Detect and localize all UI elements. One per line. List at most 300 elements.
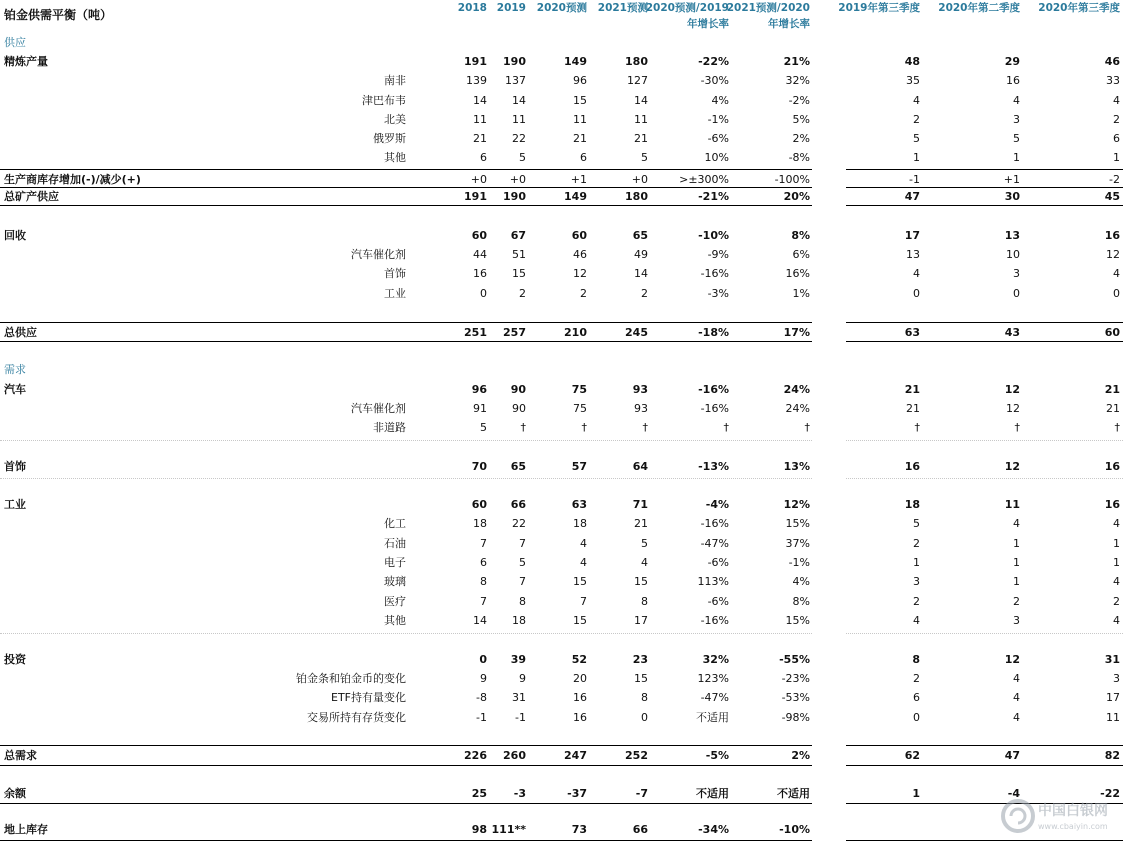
table-cell: 3 xyxy=(913,575,920,588)
row-divider xyxy=(846,205,1123,206)
table-cell: 2 xyxy=(1013,595,1020,608)
table-cell: 4 xyxy=(913,94,920,107)
table-cell: 4 xyxy=(913,614,920,627)
table-cell: 91 xyxy=(473,402,487,415)
table-cell: 32% xyxy=(702,653,729,666)
table-cell: +1 xyxy=(1003,173,1020,186)
row-label: 汽车催化剂 xyxy=(351,248,406,261)
table-cell: 0 xyxy=(641,711,648,724)
table-cell: 5 xyxy=(1013,132,1020,145)
column-header: 2020年第三季度 xyxy=(1038,2,1120,14)
row-label: 回收 xyxy=(4,229,26,242)
table-cell: 1 xyxy=(1113,556,1120,569)
table-cell: 30 xyxy=(1004,190,1020,203)
table-cell: 1 xyxy=(1013,575,1020,588)
table-cell: 252 xyxy=(625,749,648,762)
row-divider xyxy=(0,803,812,804)
table-cell: 44 xyxy=(473,248,487,261)
row-label: 汽车 xyxy=(4,383,26,396)
table-cell: 5 xyxy=(519,556,526,569)
table-cell: 1 xyxy=(1113,537,1120,550)
table-cell: 35 xyxy=(906,74,920,87)
table-cell: 5 xyxy=(913,517,920,530)
table-cell: 3 xyxy=(1013,614,1020,627)
table-cell: -8% xyxy=(788,151,810,164)
table-cell: 9 xyxy=(480,672,487,685)
table-cell: 16 xyxy=(573,711,587,724)
table-cell: 5 xyxy=(641,537,648,550)
table-cell: 4 xyxy=(1113,267,1120,280)
table-cell: 11 xyxy=(512,113,526,126)
column-header: 2020年第二季度 xyxy=(938,2,1020,14)
table-cell: 4 xyxy=(1113,517,1120,530)
table-cell: 15 xyxy=(634,575,648,588)
table-cell: 8% xyxy=(791,229,810,242)
table-cell: 15 xyxy=(573,94,587,107)
table-cell: 22 xyxy=(512,517,526,530)
column-header: 2018 xyxy=(457,2,487,14)
table-cell: 18 xyxy=(904,498,920,511)
table-cell: 127 xyxy=(627,74,648,87)
table-cell: 6 xyxy=(480,151,487,164)
table-cell: 180 xyxy=(625,190,648,203)
table-cell: 0 xyxy=(480,287,487,300)
table-cell: 4 xyxy=(1013,711,1020,724)
row-label: 铂金条和铂金币的变化 xyxy=(296,672,406,685)
table-cell: 1 xyxy=(1013,151,1020,164)
table-cell: 21% xyxy=(783,55,810,68)
column-header: 2021预测 xyxy=(597,2,648,14)
table-cell: 47 xyxy=(1004,749,1020,762)
table-cell: 65 xyxy=(510,460,526,473)
table-cell: 0 xyxy=(913,711,920,724)
table-cell: 43 xyxy=(1004,326,1020,339)
table-cell: 60 xyxy=(471,498,487,511)
table-cell: 16 xyxy=(1104,229,1120,242)
row-label: 汽车催化剂 xyxy=(351,402,406,415)
table-cell: 2 xyxy=(519,287,526,300)
row-divider xyxy=(846,322,1123,323)
table-cell: 0 xyxy=(1113,287,1120,300)
table-cell: -9% xyxy=(707,248,729,261)
table-cell: -16% xyxy=(700,517,729,530)
table-cell: -8 xyxy=(476,691,487,704)
table-cell: -34% xyxy=(698,823,729,836)
table-cell: -16% xyxy=(700,402,729,415)
table-cell: 63 xyxy=(571,498,587,511)
row-divider xyxy=(0,169,812,170)
table-cell: 251 xyxy=(464,326,487,339)
table-cell: 14 xyxy=(473,614,487,627)
table-cell: 14 xyxy=(512,94,526,107)
table-cell: 3 xyxy=(1113,672,1120,685)
table-cell: 29 xyxy=(1004,55,1020,68)
table-cell: -1 xyxy=(909,173,920,186)
row-divider xyxy=(846,840,1123,841)
table-cell: 20% xyxy=(783,190,810,203)
row-divider xyxy=(0,745,812,746)
table-cell: -18% xyxy=(698,326,729,339)
table-cell: 17 xyxy=(1106,691,1120,704)
table-cell: 4 xyxy=(1013,691,1020,704)
table-cell: † xyxy=(723,421,729,434)
row-divider xyxy=(0,322,812,323)
table-cell: -1 xyxy=(476,711,487,724)
table-cell: 93 xyxy=(634,402,648,415)
table-cell: 15 xyxy=(512,267,526,280)
table-cell: 52 xyxy=(571,653,587,666)
table-cell: 47 xyxy=(904,190,920,203)
table-cell: 11 xyxy=(634,113,648,126)
table-cell: 18 xyxy=(473,517,487,530)
row-divider-dotted xyxy=(0,633,812,634)
table-cell: 149 xyxy=(564,190,587,203)
table-cell: 0 xyxy=(913,287,920,300)
table-cell: 13 xyxy=(1004,229,1020,242)
table-cell: 2 xyxy=(1113,595,1120,608)
table-cell: 13 xyxy=(906,248,920,261)
table-cell: † xyxy=(1114,421,1120,434)
row-label: 其他 xyxy=(384,151,406,164)
table-cell: 4 xyxy=(1113,575,1120,588)
table-cell: 17% xyxy=(783,326,810,339)
table-cell: 15% xyxy=(785,517,810,530)
table-cell: 82 xyxy=(1104,749,1120,762)
row-label: 交易所持有存货变化 xyxy=(307,711,406,724)
table-cell: 12 xyxy=(573,267,587,280)
table-cell: 22 xyxy=(512,132,526,145)
table-cell: 9 xyxy=(519,672,526,685)
table-cell: 1% xyxy=(792,287,810,300)
row-label: 余额 xyxy=(4,787,26,800)
table-cell: 13% xyxy=(783,460,810,473)
row-divider-dotted xyxy=(0,440,812,441)
table-cell: 33 xyxy=(1106,74,1120,87)
table-cell: 70 xyxy=(471,460,487,473)
table-cell: 4 xyxy=(580,556,587,569)
table-cell: 2% xyxy=(792,132,810,145)
table-cell: 96 xyxy=(573,74,587,87)
table-cell: -3% xyxy=(707,287,729,300)
table-cell: 62 xyxy=(904,749,920,762)
table-cell: -10% xyxy=(779,823,810,836)
table-cell: 32% xyxy=(785,74,810,87)
table-cell: 137 xyxy=(505,74,526,87)
row-label: 生产商库存增加(-)/减少(+) xyxy=(4,173,141,186)
table-cell: -16% xyxy=(700,267,729,280)
table-cell: 247 xyxy=(564,749,587,762)
table-cell: 4% xyxy=(792,575,810,588)
row-label: 医疗 xyxy=(384,595,406,608)
row-label: 精炼产量 xyxy=(4,55,48,68)
table-cell: 5 xyxy=(641,151,648,164)
row-divider xyxy=(846,169,1123,170)
watermark-url: www.cbaiyin.com xyxy=(1038,822,1108,831)
table-cell: 7 xyxy=(580,595,587,608)
table-cell: -22 xyxy=(1100,787,1120,800)
table-cell: 2 xyxy=(913,595,920,608)
table-cell: 16 xyxy=(904,460,920,473)
table-cell: -98% xyxy=(781,711,810,724)
table-cell: 12 xyxy=(1004,383,1020,396)
table-cell: -16% xyxy=(700,614,729,627)
table-cell: 16 xyxy=(1104,498,1120,511)
table-cell: 2 xyxy=(913,672,920,685)
row-label: 电子 xyxy=(384,556,406,569)
table-cell: 15 xyxy=(573,614,587,627)
table-cell: 15 xyxy=(573,575,587,588)
table-cell: 14 xyxy=(634,267,648,280)
table-cell: 21 xyxy=(906,402,920,415)
table-cell: -1% xyxy=(788,556,810,569)
table-cell: 2 xyxy=(641,287,648,300)
column-header: 年增长率 xyxy=(768,18,810,30)
table-cell: 17 xyxy=(904,229,920,242)
table-cell: 260 xyxy=(503,749,526,762)
column-header: 2020预测 xyxy=(536,2,587,14)
table-cell: 25 xyxy=(471,787,487,800)
row-label: 南非 xyxy=(384,74,406,87)
table-cell: 14 xyxy=(634,94,648,107)
table-cell: 75 xyxy=(573,402,587,415)
table-cell: 6% xyxy=(792,248,810,261)
row-label: 需求 xyxy=(4,363,26,376)
row-divider-dotted xyxy=(0,478,812,479)
row-divider xyxy=(0,765,812,766)
table-cell: 7 xyxy=(480,595,487,608)
table-cell: 1 xyxy=(913,556,920,569)
row-divider xyxy=(846,187,1123,188)
table-cell: -37 xyxy=(567,787,587,800)
table-cell: 1 xyxy=(1113,151,1120,164)
row-divider xyxy=(0,187,812,188)
row-label: 非道路 xyxy=(373,421,406,434)
table-cell: 10% xyxy=(704,151,729,164)
table-cell: 12% xyxy=(783,498,810,511)
table-cell: 4 xyxy=(1013,517,1020,530)
table-cell: 5% xyxy=(792,113,810,126)
row-divider xyxy=(846,341,1123,342)
row-label: 石油 xyxy=(384,537,406,550)
table-cell: 11 xyxy=(1004,498,1020,511)
row-label: 津巴布韦 xyxy=(362,94,406,107)
table-cell: 60 xyxy=(1104,326,1120,339)
table-cell: -22% xyxy=(698,55,729,68)
table-cell: -47% xyxy=(700,537,729,550)
table-cell: 31 xyxy=(1104,653,1120,666)
table-cell: 190 xyxy=(503,190,526,203)
table-cell: >±300% xyxy=(679,173,729,186)
table-cell: 不适用 xyxy=(696,787,729,800)
table-cell: 191 xyxy=(464,55,487,68)
table-cell: +0 xyxy=(631,173,648,186)
table-cell: 63 xyxy=(904,326,920,339)
table-cell: -6% xyxy=(707,556,729,569)
table-cell: 16 xyxy=(1006,74,1020,87)
table-cell: 不适用 xyxy=(696,711,729,724)
column-header: 2019年第三季度 xyxy=(838,2,920,14)
watermark-text: 中国白银网 xyxy=(1038,803,1108,819)
table-cell: 5 xyxy=(480,421,487,434)
table-cell: -100% xyxy=(774,173,810,186)
table-cell: 46 xyxy=(1104,55,1120,68)
table-cell: -6% xyxy=(707,132,729,145)
table-cell: 21 xyxy=(1106,402,1120,415)
table-cell: 75 xyxy=(571,383,587,396)
column-header: 2020预测/2019 xyxy=(645,2,729,14)
silver-network-logo-icon xyxy=(1000,796,1125,836)
row-divider xyxy=(0,840,812,841)
table-cell: 67 xyxy=(510,229,526,242)
column-header: 2021预测/2020 xyxy=(726,2,810,14)
row-divider xyxy=(846,745,1123,746)
row-label: 总供应 xyxy=(4,326,37,339)
table-cell: 21 xyxy=(473,132,487,145)
page-title: 铂金供需平衡（吨） xyxy=(4,8,113,22)
row-divider xyxy=(0,341,812,342)
table-cell: 93 xyxy=(632,383,648,396)
table-cell: -47% xyxy=(700,691,729,704)
table-cell: 21 xyxy=(573,132,587,145)
table-cell: -5% xyxy=(705,749,729,762)
table-cell: -53% xyxy=(781,691,810,704)
table-cell: 51 xyxy=(512,248,526,261)
row-label: 其他 xyxy=(384,614,406,627)
row-label: 北美 xyxy=(384,113,406,126)
table-cell: 190 xyxy=(503,55,526,68)
table-cell: 66 xyxy=(632,823,648,836)
row-label: 总矿产供应 xyxy=(4,190,59,203)
table-cell: 4% xyxy=(711,94,729,107)
table-cell: -55% xyxy=(779,653,810,666)
table-cell: 48 xyxy=(904,55,920,68)
table-cell: 16 xyxy=(1104,460,1120,473)
row-divider xyxy=(846,765,1123,766)
table-cell: 123% xyxy=(697,672,729,685)
table-cell: -16% xyxy=(698,383,729,396)
table-cell: † xyxy=(520,421,526,434)
table-cell: 7 xyxy=(519,537,526,550)
table-cell: -21% xyxy=(698,190,729,203)
table-cell: † xyxy=(914,421,920,434)
table-cell: 139 xyxy=(466,74,487,87)
table-cell: 不适用 xyxy=(777,787,810,800)
table-cell: 7 xyxy=(519,575,526,588)
table-cell: 18 xyxy=(512,614,526,627)
table-cell: 60 xyxy=(471,229,487,242)
table-cell: -7 xyxy=(635,787,648,800)
table-cell: -2 xyxy=(1109,173,1120,186)
row-label: 地上库存 xyxy=(4,823,48,836)
table-cell: 17 xyxy=(634,614,648,627)
table-cell: 31 xyxy=(512,691,526,704)
row-label: 首饰 xyxy=(384,267,406,280)
table-cell: 10 xyxy=(1006,248,1020,261)
table-cell: 111** xyxy=(491,823,526,836)
table-cell: 11 xyxy=(1106,711,1120,724)
table-cell: 2 xyxy=(913,113,920,126)
table-cell: 90 xyxy=(512,402,526,415)
table-cell: 113% xyxy=(697,575,729,588)
column-header: 2019 xyxy=(496,2,526,14)
table-cell: 23 xyxy=(632,653,648,666)
row-label: 俄罗斯 xyxy=(373,132,406,145)
table-cell: 45 xyxy=(1104,190,1120,203)
table-cell: 73 xyxy=(571,823,587,836)
table-cell: 16 xyxy=(473,267,487,280)
table-cell: 210 xyxy=(564,326,587,339)
table-cell: 11 xyxy=(573,113,587,126)
table-cell: 6 xyxy=(580,151,587,164)
row-label: 工业 xyxy=(384,287,406,300)
table-cell: 20 xyxy=(573,672,587,685)
table-cell: 4 xyxy=(580,537,587,550)
table-cell: 226 xyxy=(464,749,487,762)
table-cell: +0 xyxy=(509,173,526,186)
table-cell: 8 xyxy=(641,595,648,608)
table-cell: † xyxy=(1014,421,1020,434)
table-cell: 1 xyxy=(1013,537,1020,550)
table-cell: 8 xyxy=(480,575,487,588)
table-cell: 5 xyxy=(913,132,920,145)
table-cell: 16 xyxy=(573,691,587,704)
column-header: 年增长率 xyxy=(687,18,729,30)
table-cell: 8 xyxy=(519,595,526,608)
table-cell: † xyxy=(804,421,810,434)
table-cell: 64 xyxy=(632,460,648,473)
table-cell: 60 xyxy=(571,229,587,242)
table-cell: 5 xyxy=(519,151,526,164)
table-cell: 57 xyxy=(571,460,587,473)
table-cell: 245 xyxy=(625,326,648,339)
table-cell: +0 xyxy=(470,173,487,186)
table-cell: -2% xyxy=(788,94,810,107)
table-cell: 1 xyxy=(912,787,920,800)
table-cell: 46 xyxy=(573,248,587,261)
row-divider-dotted xyxy=(846,440,1123,441)
table-cell: 66 xyxy=(510,498,526,511)
table-cell: -4 xyxy=(1007,787,1020,800)
table-cell: 4 xyxy=(1113,614,1120,627)
table-cell: 15 xyxy=(634,672,648,685)
table-cell: 15% xyxy=(785,614,810,627)
table-cell: +1 xyxy=(570,173,587,186)
table-cell: 3 xyxy=(1013,113,1020,126)
table-cell: 6 xyxy=(1113,132,1120,145)
row-label: ETF持有量变化 xyxy=(331,691,406,704)
table-cell: 96 xyxy=(471,383,487,396)
table-cell: 4 xyxy=(1013,94,1020,107)
row-label: 化工 xyxy=(384,517,406,530)
table-cell: 24% xyxy=(783,383,810,396)
row-label: 工业 xyxy=(4,498,26,511)
table-cell: 21 xyxy=(634,132,648,145)
table-cell: -6% xyxy=(707,595,729,608)
table-cell: 49 xyxy=(634,248,648,261)
table-cell: 11 xyxy=(473,113,487,126)
table-cell: 149 xyxy=(564,55,587,68)
table-cell: 6 xyxy=(480,556,487,569)
table-cell: -3 xyxy=(513,787,526,800)
table-cell: 2 xyxy=(580,287,587,300)
table-cell: -4% xyxy=(705,498,729,511)
table-cell: 21 xyxy=(904,383,920,396)
table-cell: 180 xyxy=(625,55,648,68)
table-cell: 1 xyxy=(1013,556,1020,569)
table-cell: 12 xyxy=(1004,653,1020,666)
table-cell: 191 xyxy=(464,190,487,203)
row-divider xyxy=(0,205,812,206)
